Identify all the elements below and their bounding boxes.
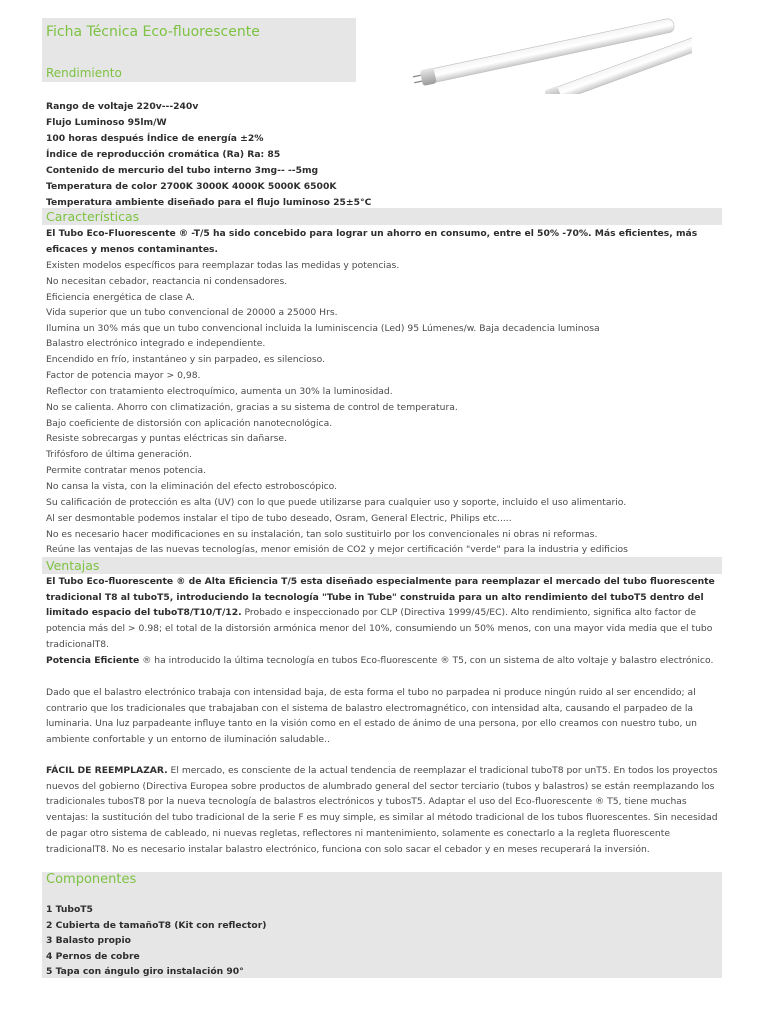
caracteristicas-item: No cansa la vista, con la eliminación del efecto estroboscópico. [46,481,338,492]
componentes-item: 3 Balasto propio [46,935,131,946]
caracteristicas-item: Ilumina un 30% más que un tubo convencional incluida la luminiscencia (Led) 95 Lúmenes/w. Baja decadencia luminosa [46,323,600,334]
section-title-ventajas: Ventajas [46,558,100,573]
ventajas-paragraph-2 [46,653,724,669]
ventajas-p2-rest: ® ha introducido la última tecnología en tubos Eco-fluorescente ® T5, con un sistema de alto voltaje y balastro electrónico. [139,655,714,666]
ventajas-p2-bold: Potencia Eficiente [46,655,140,666]
rendimiento-item: Flujo Luminoso 95lm/W [46,117,167,128]
ventajas-paragraph-4 [46,763,724,857]
section-title-componentes: Componentes [46,872,137,887]
section-title-caracteristicas: Características [46,209,140,224]
section-title-rendimiento: Rendimiento [46,66,122,80]
caracteristicas-item: Reflector con tratamiento electroquímico, aumenta un 30% la luminosidad. [46,386,393,397]
ventajas-p1-rest: Probado e inspeccionado por CLP (Directiva 1999/45/EC). Alto rendimiento, significa alto factor de potencia más del > 0.98; el total de la distorsión armónica menor del 10%, consumiendo un 50% menos, con una mayor vida media que el tubo tradicionalT8. [46,607,713,650]
caracteristicas-item: Al ser desmontable podemos instalar el tipo de tubo deseado, Osram, General Electric, Philips etc..... [46,513,512,524]
componentes-item: 4 Pernos de cobre [46,951,140,962]
caracteristicas-item: Resiste sobrecargas y puntas eléctricas sin dañarse. [46,433,287,444]
componentes-item: 1 TuboT5 [46,904,93,915]
caracteristicas-item: No necesitan cebador, reactancia ni condensadores. [46,276,288,287]
ventajas-paragraph-1 [46,574,724,653]
rendimiento-item: Índice de reproducción cromática (Ra) Ra: 85 [46,149,281,160]
rendimiento-item: Rango de voltaje 220v---240v [46,101,199,112]
caracteristicas-item: Bajo coeficiente de distorsión con aplicación nanotecnológica. [46,418,333,429]
caracteristicas-item: Trifósforo de última generación. [46,449,192,460]
ventajas-p1-bold: El Tubo Eco-fluorescente ® de Alta Eficiencia T/5 esta diseñado especialmente para reemplazar el mercado del tubo fluorescente tradicional T8 al tuboT5, introduciendo la tecnología "Tube in Tube" construida para un alto rendimiento del tuboT5 dentro del limitado espacio del tuboT8/T10/T/12. [46,576,715,619]
caracteristicas-item: No se calienta. Ahorro con climatización, gracias a su sistema de control de temperatura. [46,402,458,413]
componentes-item: 5 Tapa con ángulo giro instalación 90° [46,966,244,977]
caracteristicas-intro: El Tubo Eco-Fluorescente ® -T/5 ha sido concebido para lograr un ahorro en consumo, entre el 50% -70%. Más eficientes, más eficaces y menos contaminantes. [46,228,698,255]
ventajas-paragraph-3: Dado que el balastro electrónico trabaja con intensidad baja, de esta forma el tubo no parpadea ni produce ningún ruido al ser encendido; al contrario que los tradicionales que trabajaban con el sistema de balastro electromagnético, con intensidad alta, causando el parpadeo de la luminaria. Una luz parpadeante influye tanto en la visión como en el estado de ánimo de una persona, por ello creamos con nuestro tubo, un ambiente confortable y un entorno de iluminación saludable.. [46,687,697,746]
caracteristicas-item: Existen modelos específicos para reemplazar todas las medidas y potencias. [46,260,400,271]
section-bar-ventajas [42,557,722,574]
caracteristicas-item: Vida superior que un tubo convencional de 20000 a 25000 Hrs. [46,307,338,318]
caracteristicas-item: Reúne las ventajas de las nuevas tecnologías, menor emisión de CO2 y mejor certificación "verde" para la industria y edificios [46,544,628,555]
rendimiento-item: Temperatura de color 2700K 3000K 4000K 5000K 6500K [46,181,337,192]
caracteristicas-item: No es necesario hacer modificaciones en su instalación, tan solo sustituirlo por los convencionales ni obras ni reformas. [46,529,598,540]
ventajas-p4-bold: FÁCIL DE REEMPLAZAR. [46,765,168,776]
ventajas-p4-rest: El mercado, es consciente de la actual tendencia de reemplazar el tradicional tuboT8 por unT5. En todos los proyectos nuevos del gobierno (Directiva Europea sobre productos de alumbrado general del sector terciario (tubos y balastros) se están reemplazando los tradicionales tubosT8 por la nueva tecnología de balastros electrónicos y tubosT5. Adaptar el uso del Eco-fluorescente ® T5, tiene muchas ventajas: la sustitución del tubo tradicional de la serie F es muy simple, es similar al método tradicional de los tubos fluorescentes. Sin necesidad de pagar otro sistema de cableado, ni nuevas regletas, reflectores ni mantenimiento, solamente es conectarlo a la regleta fluorescente tradicionalT8. No es necesario instalar balastro electrónico, funciona con solo sacar el cebador y en meses recuperará la inversión. [46,765,718,855]
rendimiento-item: 100 horas después Índice de energía ±2% [46,133,264,144]
section-bar-caracteristicas [42,208,722,225]
caracteristicas-item: Encendido en frío, instantáneo y sin parpadeo, es silencioso. [46,354,326,365]
rendimiento-item: Contenido de mercurio del tubo interno 3mg-- --5mg [46,165,319,176]
caracteristicas-item: Balastro electrónico integrado e independiente. [46,338,266,349]
rendimiento-item: Temperatura ambiente diseñado para el flujo luminoso 25±5°C [46,197,372,208]
componentes-item: 2 Cubierta de tamañoT8 (Kit con reflector) [46,920,267,931]
tube-product-image [410,18,692,94]
caracteristicas-item: Factor de potencia mayor > 0,98. [46,370,201,381]
section-bar-componentes [42,872,722,900]
caracteristicas-item: Eficiencia energética de clase A. [46,292,195,303]
caracteristicas-item: Permite contratar menos potencia. [46,465,207,476]
document-title: Ficha Técnica Eco-fluorescente [46,24,260,40]
caracteristicas-item: Su calificación de protección es alta (UV) con lo que puede utilizarse para cualquier uso y soporte, incluido el uso alimentario. [46,497,627,508]
